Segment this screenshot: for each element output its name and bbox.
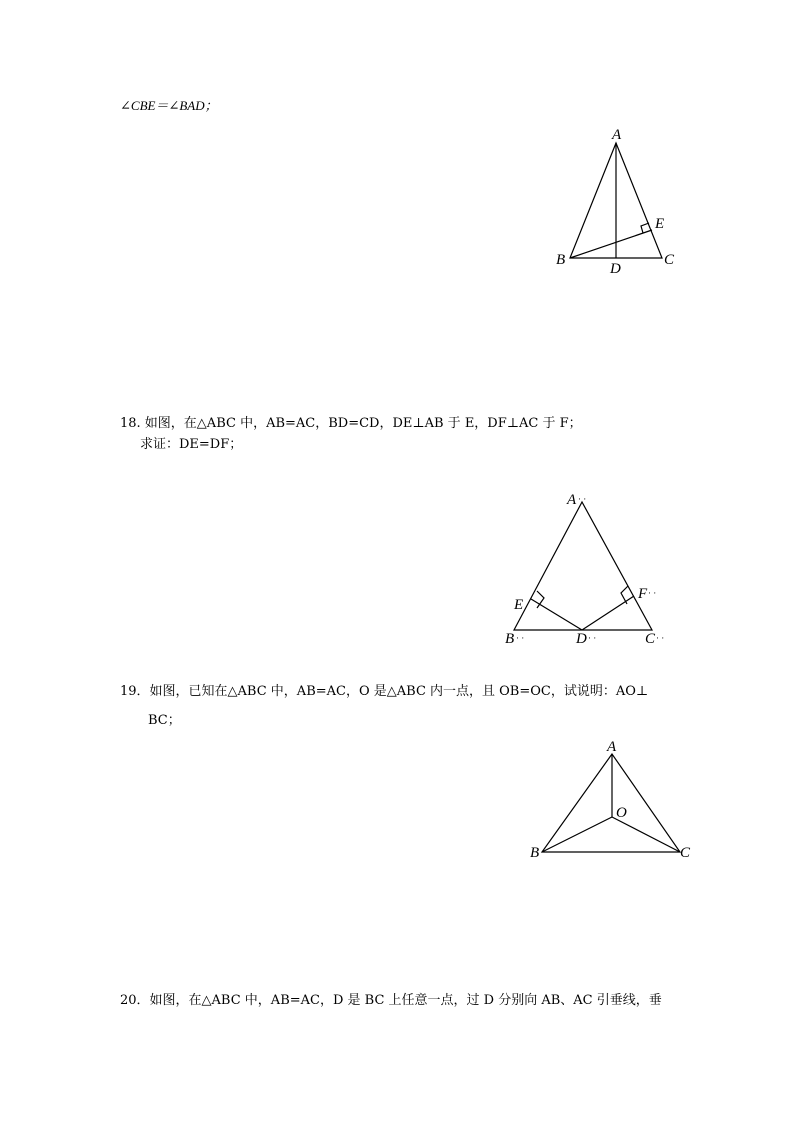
fig3-segment-bo [542,817,612,852]
fig2-label-b: B [505,631,515,647]
question-18-line-2: 求证：DE=DF； [140,437,243,452]
question-20-line-1: 20．如图，在△ABC 中，AB=AC，D 是 BC 上任意一点，过 D 分别向 AB、AC 引垂线，垂 [120,993,662,1008]
fig1-label-d: D [610,261,621,277]
fig2-dots-f: · · [648,588,657,598]
question-18-line-1: 18. 如图，在△ABC 中，AB=AC，BD=CD，DE⊥AB 于 E，DF⊥AC 于 F； [120,416,582,431]
fig2-label-d: D [576,631,587,647]
fig2-label-f: F [638,586,648,602]
question-19-line-2: BC； [148,713,181,728]
fig2-dots-c: · · [656,633,665,643]
fig3-triangle-abc [542,754,680,852]
fig2-dots-d: · · [588,633,597,643]
fig1-label-a: A [612,127,622,143]
fig2-label-a: A [567,492,577,508]
fig1-label-e: E [655,216,665,232]
fig2-label-c: C [645,631,656,647]
fig2-dots-b: · · [516,633,525,643]
fig1-label-b: B [556,252,566,268]
fig3-label-b: B [530,845,540,861]
fig3-label-o: O [616,805,627,821]
fig3-label-a: A [607,739,617,755]
fig2-label-e: E [514,597,524,613]
fig1-label-c: C [664,252,675,268]
fig2-dots-a: · · [578,494,587,504]
fig3-label-c: C [680,845,691,861]
proof-statement-line: ∠CBE＝∠BAD； [120,98,218,113]
question-19-line-1: 19．如图，已知在△ABC 中，AB=AC，O 是△ABC 内一点，且 OB=OC，试说明：AO⊥ [120,684,649,699]
fig3-segment-co [612,817,680,852]
